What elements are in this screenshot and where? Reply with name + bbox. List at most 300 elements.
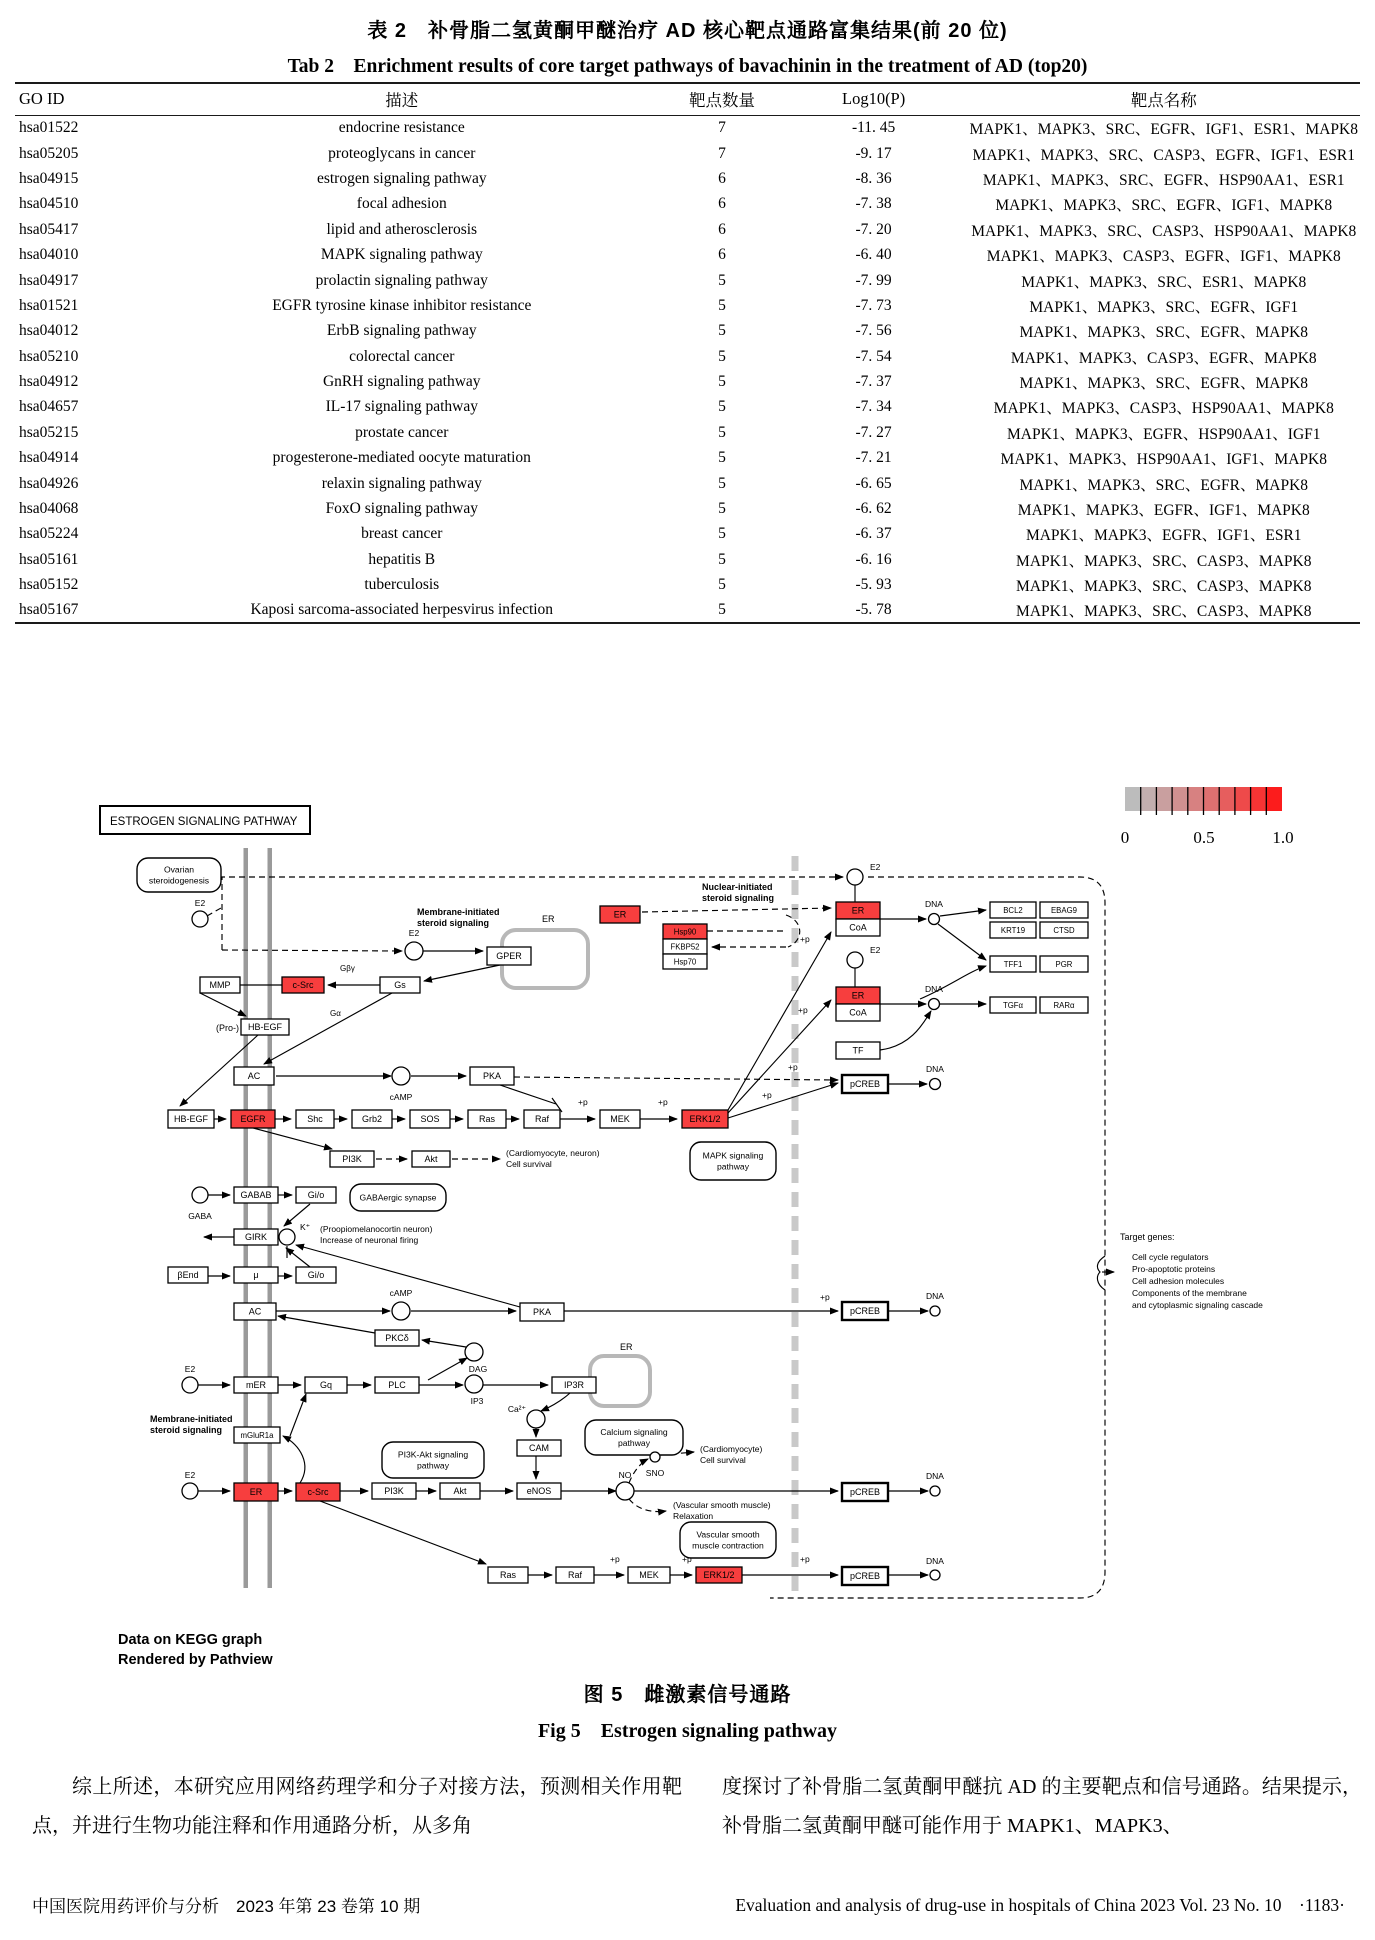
diagram-label: Membrane-initiated xyxy=(417,907,500,917)
table-cell: -7. 56 xyxy=(855,322,892,340)
table-row xyxy=(15,192,1360,217)
table-row xyxy=(15,547,1360,572)
table-cell: MAPK1、MAPK3、SRC、CASP3、MAPK8 xyxy=(1016,552,1312,570)
table-cell: lipid and atherosclerosis xyxy=(326,220,478,238)
diagram-label: +p xyxy=(682,1554,692,1564)
diagram-label: +p xyxy=(788,1062,798,1072)
table-cell: 5 xyxy=(718,449,726,467)
diagram-label: Ovarian xyxy=(163,864,195,875)
diagram-label: DNA xyxy=(925,899,943,909)
table-row xyxy=(15,446,1360,471)
diagram-label: pCREB xyxy=(849,1487,881,1498)
diagram-label: PI3K-Akt signaling xyxy=(397,1449,469,1460)
diagram-label: TFF1 xyxy=(1003,960,1023,970)
pathway-edge xyxy=(422,1340,466,1347)
diagram-label: c-Src xyxy=(292,980,314,991)
diagram-label: Hsp90 xyxy=(673,927,697,937)
pathway-edge xyxy=(286,1248,310,1267)
table-cell: MAPK1、MAPK3、SRC、CASP3、MAPK8 xyxy=(1016,578,1312,596)
table-cell: progesterone-mediated oocyte maturation xyxy=(272,449,531,467)
molecule-dna xyxy=(930,1306,940,1316)
table-cell: MAPK1、MAPK3、HSP90AA1、IGF1、MAPK8 xyxy=(1000,451,1327,469)
pathway-edge xyxy=(514,1077,838,1080)
diagram-label: +p xyxy=(610,1554,620,1564)
molecule-ip3 xyxy=(465,1375,483,1393)
table-cell: MAPK1、MAPK3、SRC、EGFR、MAPK8 xyxy=(1019,476,1309,494)
molecule-e2 xyxy=(182,1483,198,1499)
table-cell: -6. 65 xyxy=(855,474,892,492)
molecule-camp xyxy=(392,1302,410,1320)
diagram-label: pCREB xyxy=(849,1079,881,1090)
table-cell: hsa05152 xyxy=(19,576,79,594)
table-cell: -7. 20 xyxy=(855,220,892,238)
molecule-gaba xyxy=(192,1187,208,1203)
diagram-label: ERK1/2 xyxy=(689,1114,721,1125)
table-cell: hsa04926 xyxy=(19,474,79,492)
diagram-label: Nuclear-initiated xyxy=(702,882,773,892)
molecule-sno xyxy=(650,1452,660,1462)
diagram-label: HB-EGF xyxy=(247,1022,283,1033)
table-cell: hsa05417 xyxy=(19,220,79,238)
pathway-edge xyxy=(938,924,986,960)
diagram-label: Cell adhesion molecules xyxy=(1132,1276,1225,1286)
table-cell: relaxin signaling pathway xyxy=(321,474,482,492)
molecule-e2 xyxy=(192,911,208,927)
table-title-english: Tab 2 Enrichment results of core target pathways of bavachinin in the treatment of AD (top20) xyxy=(287,56,1088,77)
diagram-label: muscle contraction xyxy=(692,1540,764,1551)
table-cell: hsa04657 xyxy=(19,398,79,416)
diagram-label: DNA xyxy=(926,1064,944,1074)
diagram-label: SOS xyxy=(420,1114,440,1125)
table-cell: 7 xyxy=(718,119,726,137)
table-cell: 5 xyxy=(718,271,726,289)
table-cell: MAPK1、MAPK3、SRC、EGFR、MAPK8 xyxy=(1019,375,1309,393)
diagram-label: E2 xyxy=(184,1364,196,1374)
table-cell: hsa05161 xyxy=(19,550,79,568)
diagram-label: E2 xyxy=(870,862,881,872)
molecule-k⁺ xyxy=(279,1229,295,1245)
diagram-label: Ras xyxy=(499,1570,517,1581)
table-cell: 5 xyxy=(718,525,726,543)
diagram-label: NO xyxy=(618,1470,632,1480)
diagram-label: PGR xyxy=(1055,960,1073,970)
table-cell: -6. 16 xyxy=(855,550,892,568)
pathway-edge xyxy=(728,932,831,1110)
table-cell: MAPK1、MAPK3、SRC、EGFR、HSP90AA1、ESR1 xyxy=(982,171,1345,189)
table-cell: MAPK1、MAPK3、SRC、ESR1、MAPK8 xyxy=(1021,273,1307,291)
plasma-membrane xyxy=(268,848,273,1588)
diagram-label: Target genes: xyxy=(1120,1232,1175,1242)
diagram-label: c-Src xyxy=(307,1487,329,1498)
diagram-label: +p xyxy=(800,1554,810,1564)
table-row xyxy=(15,344,1360,369)
table-row xyxy=(15,268,1360,293)
col-header-description: 描述 xyxy=(139,83,664,116)
diagram-label: Grb2 xyxy=(361,1114,383,1125)
diagram-label: steroidogenesis xyxy=(148,875,210,886)
table-cell: 5 xyxy=(718,423,726,441)
table-row xyxy=(15,598,1360,623)
diagram-label: GABAergic synapse xyxy=(359,1192,437,1203)
diagram-label: +p xyxy=(658,1097,668,1107)
colorbar-cell xyxy=(1219,787,1235,811)
diagram-label: E2 xyxy=(408,928,420,938)
table-cell: -6. 62 xyxy=(855,500,892,518)
molecule-e2 xyxy=(405,942,423,960)
diagram-label: +p xyxy=(578,1097,588,1107)
body-paragraph-right: 度探讨了补骨脂二氢黄酮甲醚抗 AD 的主要靶点和信号通路。结果提示，补骨脂二氢黄酮甲醚可能作用于 MAPK1、MAPK3、 xyxy=(722,1776,1362,1837)
diagram-label: pCREB xyxy=(849,1306,881,1317)
diagram-label: GABA xyxy=(188,1211,212,1221)
col-header-target-count: 靶点数量 xyxy=(664,83,779,116)
table-cell: EGFR tyrosine kinase inhibitor resistance xyxy=(272,296,532,314)
table-cell: MAPK1、MAPK3、SRC、CASP3、EGFR、IGF1、ESR1 xyxy=(972,146,1355,164)
diagram-label: Relaxation xyxy=(673,1511,714,1521)
table-row xyxy=(15,369,1360,394)
table-cell: 6 xyxy=(718,220,726,238)
diagram-label: pathway xyxy=(716,1161,750,1172)
molecule-dna xyxy=(930,1570,940,1580)
table-cell: estrogen signaling pathway xyxy=(316,169,487,187)
diagram-label: Components of the membrane xyxy=(1132,1288,1247,1298)
table-cell: 6 xyxy=(718,169,726,187)
table-row xyxy=(15,217,1360,242)
diagram-label: DNA xyxy=(925,984,943,994)
diagram-label: K⁺ xyxy=(300,1222,311,1232)
pathway-figure xyxy=(0,778,1375,1675)
table-cell: MAPK1、MAPK3、EGFR、IGF1、MAPK8 xyxy=(1017,502,1310,520)
pathway-edge xyxy=(200,993,246,1016)
colorbar-label: 1.0 xyxy=(1272,828,1294,847)
diagram-label: FKBP52 xyxy=(670,942,700,952)
diagram-label: RARα xyxy=(1053,1001,1075,1011)
pathway-edge xyxy=(920,966,986,999)
colorbar-label: 0.5 xyxy=(1193,828,1215,847)
table-cell: hsa04914 xyxy=(19,449,79,467)
table-row xyxy=(15,496,1360,521)
diagram-label: IP3R xyxy=(563,1380,585,1391)
table-cell: hsa04917 xyxy=(19,271,79,289)
diagram-label: HB-EGF xyxy=(173,1114,209,1125)
pathway-edge xyxy=(320,1501,486,1564)
table-row xyxy=(15,141,1360,166)
pathway-edge xyxy=(1097,1256,1105,1290)
diagram-label: pathway xyxy=(617,1438,651,1449)
diagram-label: AC xyxy=(248,1306,262,1317)
diagram-label: CoA xyxy=(849,922,867,933)
molecule-dna xyxy=(929,914,940,925)
molecule-e2 xyxy=(847,869,863,885)
colorbar-cell xyxy=(1188,787,1204,811)
table-cell: hsa05210 xyxy=(19,347,79,365)
diagram-label: TGFα xyxy=(1002,1001,1024,1011)
table-cell: MAPK1、MAPK3、SRC、EGFR、MAPK8 xyxy=(1019,324,1309,342)
table-cell: MAPK1、MAPK3、SRC、CASP3、HSP90AA1、MAPK8 xyxy=(971,222,1357,240)
body-paragraph-left: 综上所述，本研究应用网络药理学和分子对接方法，预测相关作用靶点，并进行生物功能注释和作用通路分析，从多角 xyxy=(32,1776,682,1837)
table-cell: -7. 37 xyxy=(855,373,892,391)
table-title-chinese: 表 2 补骨脂二氢黄酮甲醚治疗 AD 核心靶点通路富集结果(前 20 位) xyxy=(367,20,1008,42)
table-row xyxy=(15,116,1360,141)
table-row xyxy=(15,293,1360,318)
table-cell: -7. 73 xyxy=(855,296,892,314)
diagram-label: DAG xyxy=(468,1364,488,1374)
diagram-label: Akt xyxy=(424,1154,438,1165)
plasma-membrane xyxy=(244,848,249,1588)
diagram-label: Shc xyxy=(307,1114,323,1125)
table-cell: prolactin signaling pathway xyxy=(315,271,488,289)
table-cell: hsa04510 xyxy=(19,195,79,213)
table-cell: 5 xyxy=(718,576,726,594)
table-cell: colorectal cancer xyxy=(349,347,455,365)
molecule-dna xyxy=(929,999,940,1010)
table-cell: endocrine resistance xyxy=(338,119,465,137)
diagram-label: ESTROGEN SIGNALING PATHWAY xyxy=(110,816,298,828)
colorbar-cell xyxy=(1235,787,1251,811)
diagram-label: eNOS xyxy=(526,1486,552,1497)
diagram-label: Cell cycle regulators xyxy=(1132,1252,1209,1262)
diagram-label: DNA xyxy=(926,1291,944,1301)
pathway-edge xyxy=(500,1085,556,1104)
table-cell: Kaposi sarcoma-associated herpesvirus infection xyxy=(250,601,554,619)
pathway-diagram xyxy=(0,778,1375,1670)
table-cell: MAPK1、MAPK3、EGFR、IGF1、ESR1 xyxy=(1025,527,1302,545)
table-cell: tuberculosis xyxy=(364,576,440,594)
diagram-label: Cell survival xyxy=(700,1455,746,1465)
table-cell: -7. 34 xyxy=(855,398,892,416)
table-cell: FoxO signaling pathway xyxy=(325,500,478,518)
diagram-label: AC xyxy=(247,1071,261,1082)
table-cell: MAPK1、MAPK3、CASP3、EGFR、MAPK8 xyxy=(1010,349,1317,367)
diagram-label: GABAB xyxy=(240,1190,272,1201)
diagram-label: +p xyxy=(820,1292,830,1302)
colorbar-cell xyxy=(1125,787,1141,811)
diagram-label: (Pro-) xyxy=(216,1023,239,1033)
pathway-edge xyxy=(207,908,221,916)
table-cell: 5 xyxy=(718,373,726,391)
diagram-label: MEK xyxy=(639,1570,659,1581)
table-cell: proteoglycans in cancer xyxy=(328,144,476,162)
diagram-label: MEK xyxy=(610,1114,630,1125)
molecule-e2 xyxy=(847,952,863,968)
table-cell: hsa04068 xyxy=(19,500,79,518)
diagram-label: Hsp70 xyxy=(673,957,697,967)
diagram-label: CAM xyxy=(529,1443,549,1454)
diagram-label: ERK1/2 xyxy=(703,1570,735,1581)
diagram-label: Ca²⁺ xyxy=(507,1404,526,1414)
diagram-label: mGluR1a xyxy=(240,1431,274,1441)
pathway-edge xyxy=(290,1394,306,1436)
diagram-label: Raf xyxy=(567,1570,583,1581)
molecule-dag xyxy=(465,1343,483,1361)
diagram-label: KRT19 xyxy=(1000,926,1026,936)
table-cell: -5. 78 xyxy=(855,601,892,619)
pathway-edge xyxy=(253,1128,332,1149)
diagram-label: cAMP xyxy=(389,1092,413,1102)
col-header-log10p: Log10(P) xyxy=(780,83,968,116)
diagram-label: ER xyxy=(613,909,627,920)
diagram-label: Calcium signaling xyxy=(600,1427,668,1438)
table-cell: MAPK signaling pathway xyxy=(320,246,483,264)
diagram-label: DNA xyxy=(926,1556,944,1566)
diagram-label: MMP xyxy=(209,980,231,991)
table-cell: -7. 27 xyxy=(855,423,892,441)
diagram-label: DNA xyxy=(926,1471,944,1481)
table-cell: ErbB signaling pathway xyxy=(326,322,477,340)
pathway-edge xyxy=(424,965,500,981)
table-cell: -8. 36 xyxy=(855,169,892,187)
table-cell: 6 xyxy=(718,195,726,213)
diagram-label: (Proopiomelanocortin neuron) xyxy=(320,1224,433,1234)
diagram-label: BCL2 xyxy=(1003,906,1023,916)
table-cell: hsa05205 xyxy=(19,144,79,162)
diagram-label: +p xyxy=(798,1005,808,1015)
diagram-label: μ xyxy=(253,1270,259,1281)
diagram-label: steroid signaling xyxy=(702,893,775,903)
diagram-label: Gs xyxy=(394,980,406,991)
diagram-label: steroid signaling xyxy=(417,918,490,928)
diagram-label: PKA xyxy=(532,1307,552,1318)
diagram-label: GPER xyxy=(496,951,522,962)
diagram-label: E2 xyxy=(194,898,206,908)
table-cell: hsa05215 xyxy=(19,423,79,441)
diagram-label: E2 xyxy=(184,1470,196,1480)
molecule-no xyxy=(616,1482,634,1500)
table-row xyxy=(15,522,1360,547)
diagram-label: Gβγ xyxy=(340,964,355,973)
diagram-label: Gα xyxy=(330,1009,341,1018)
table-cell: hsa01522 xyxy=(19,119,79,137)
diagram-label: Increase of neuronal firing xyxy=(320,1235,419,1245)
diagram-label: E2 xyxy=(870,945,881,955)
table-cell: MAPK1、MAPK3、SRC、EGFR、IGF1 xyxy=(1029,298,1299,316)
diagram-label: IP3 xyxy=(470,1396,484,1406)
table-cell: 5 xyxy=(718,474,726,492)
table-row xyxy=(15,420,1360,445)
diagram-label: pathway xyxy=(416,1460,450,1471)
col-header-target-names: 靶点名称 xyxy=(968,83,1360,116)
pathway-edge xyxy=(222,950,402,951)
table-cell: 5 xyxy=(718,550,726,568)
table-cell: -7. 21 xyxy=(855,449,892,467)
diagram-label: PKA xyxy=(482,1071,502,1082)
col-header-goid: GO ID xyxy=(15,83,139,116)
molecule-camp xyxy=(392,1067,410,1085)
diagram-label: EBAG9 xyxy=(1050,906,1078,916)
pathway-edge xyxy=(940,910,986,916)
diagram-label: Gq xyxy=(319,1380,333,1391)
table-cell: hsa04915 xyxy=(19,169,79,187)
table-cell: 5 xyxy=(718,296,726,314)
colorbar-cell xyxy=(1266,787,1282,811)
table-row xyxy=(15,573,1360,598)
table-cell: 6 xyxy=(718,246,726,264)
diagram-label: (Vascular smooth muscle) xyxy=(673,1500,771,1510)
diagram-label: CTSD xyxy=(1053,926,1075,936)
pathway-edge xyxy=(629,1499,666,1512)
table-cell: -11. 45 xyxy=(851,119,896,137)
diagram-label: Ras xyxy=(478,1114,496,1125)
table-cell: 7 xyxy=(718,144,726,162)
table-cell: -7. 54 xyxy=(855,347,892,365)
figure-caption-chinese: 图 5 雌激素信号通路 xyxy=(583,1684,792,1706)
table-cell: IL-17 signaling pathway xyxy=(325,398,478,416)
diagram-label: PKCδ xyxy=(385,1333,409,1344)
diagram-label: Data on KEGG graph xyxy=(118,1632,263,1648)
pathway-edge xyxy=(283,1436,305,1483)
diagram-label: +p xyxy=(800,934,810,944)
colorbar-cell xyxy=(1251,787,1267,811)
pathway-edge xyxy=(880,1011,931,1050)
molecule-e2 xyxy=(182,1377,198,1393)
pathway-edge xyxy=(642,908,831,912)
table-row xyxy=(15,471,1360,496)
table-cell: MAPK1、MAPK3、SRC、CASP3、MAPK8 xyxy=(1016,603,1312,621)
table-cell: focal adhesion xyxy=(356,195,447,213)
molecule-dna xyxy=(930,1486,940,1496)
table-cell: hepatitis B xyxy=(368,550,436,568)
table-cell: MAPK1、MAPK3、CASP3、HSP90AA1、MAPK8 xyxy=(993,400,1334,418)
diagram-label: PI3K xyxy=(384,1486,404,1497)
journal-footer-english: Evaluation and analysis of drug-use in hospitals of China 2023 Vol. 23 No. 10 ·1183· xyxy=(735,1895,1345,1915)
table-cell: MAPK1、MAPK3、EGFR、HSP90AA1、IGF1 xyxy=(1007,425,1321,443)
diagram-label: CoA xyxy=(849,1007,867,1018)
table-cell: -7. 38 xyxy=(855,195,892,213)
table-cell: 5 xyxy=(718,347,726,365)
diagram-label: MAPK signaling xyxy=(702,1150,764,1161)
diagram-label: Membrane-initiated xyxy=(150,1414,233,1424)
pathway-edge xyxy=(728,1000,831,1113)
table-row xyxy=(15,319,1360,344)
table-cell: MAPK1、MAPK3、SRC、EGFR、IGF1、MAPK8 xyxy=(995,197,1333,215)
table-cell: hsa05167 xyxy=(19,601,79,619)
diagram-label: (Cardiomyocyte) xyxy=(700,1444,763,1454)
diagram-label: ER xyxy=(620,1342,633,1352)
diagram-label: ER xyxy=(249,1487,263,1498)
table-cell: -7. 99 xyxy=(855,271,892,289)
table-cell: 5 xyxy=(718,601,726,619)
diagram-label: EGFR xyxy=(240,1114,266,1125)
molecule-ca²⁺ xyxy=(527,1410,545,1428)
table-cell: 5 xyxy=(718,322,726,340)
table-cell: -6. 37 xyxy=(855,525,892,543)
journal-footer-chinese: 中国医院用药评价与分析 2023 年第 23 卷第 10 期 xyxy=(32,1897,421,1916)
diagram-label: steroid signaling xyxy=(150,1425,223,1435)
pathway-edge xyxy=(541,1393,570,1411)
colorbar-cell xyxy=(1172,787,1188,811)
diagram-label: Rendered by Pathview xyxy=(118,1652,273,1668)
table-cell: hsa04912 xyxy=(19,373,79,391)
diagram-label: Cell survival xyxy=(506,1159,552,1169)
colorbar-cell xyxy=(1156,787,1172,811)
pathway-edge xyxy=(428,1358,467,1380)
table-cell: -5. 93 xyxy=(855,576,892,594)
diagram-label: mER xyxy=(246,1380,266,1391)
diagram-label: Vascular smooth xyxy=(696,1529,760,1540)
diagram-label: ER xyxy=(851,905,865,916)
pathway-edge xyxy=(728,1083,838,1118)
table-row xyxy=(15,242,1360,267)
table-cell: -6. 40 xyxy=(855,246,892,264)
table-cell: MAPK1、MAPK3、SRC、EGFR、IGF1、ESR1、MAPK8 xyxy=(969,121,1358,139)
diagram-label: ER xyxy=(851,990,865,1001)
table-cell: hsa04010 xyxy=(19,246,79,264)
colorbar-label: 0 xyxy=(1120,828,1130,847)
table-cell: breast cancer xyxy=(361,525,443,543)
colorbar-cell xyxy=(1204,787,1220,811)
pathway-edge xyxy=(278,1316,375,1333)
table-cell: hsa05224 xyxy=(19,525,79,543)
er-organelle xyxy=(590,1356,650,1406)
